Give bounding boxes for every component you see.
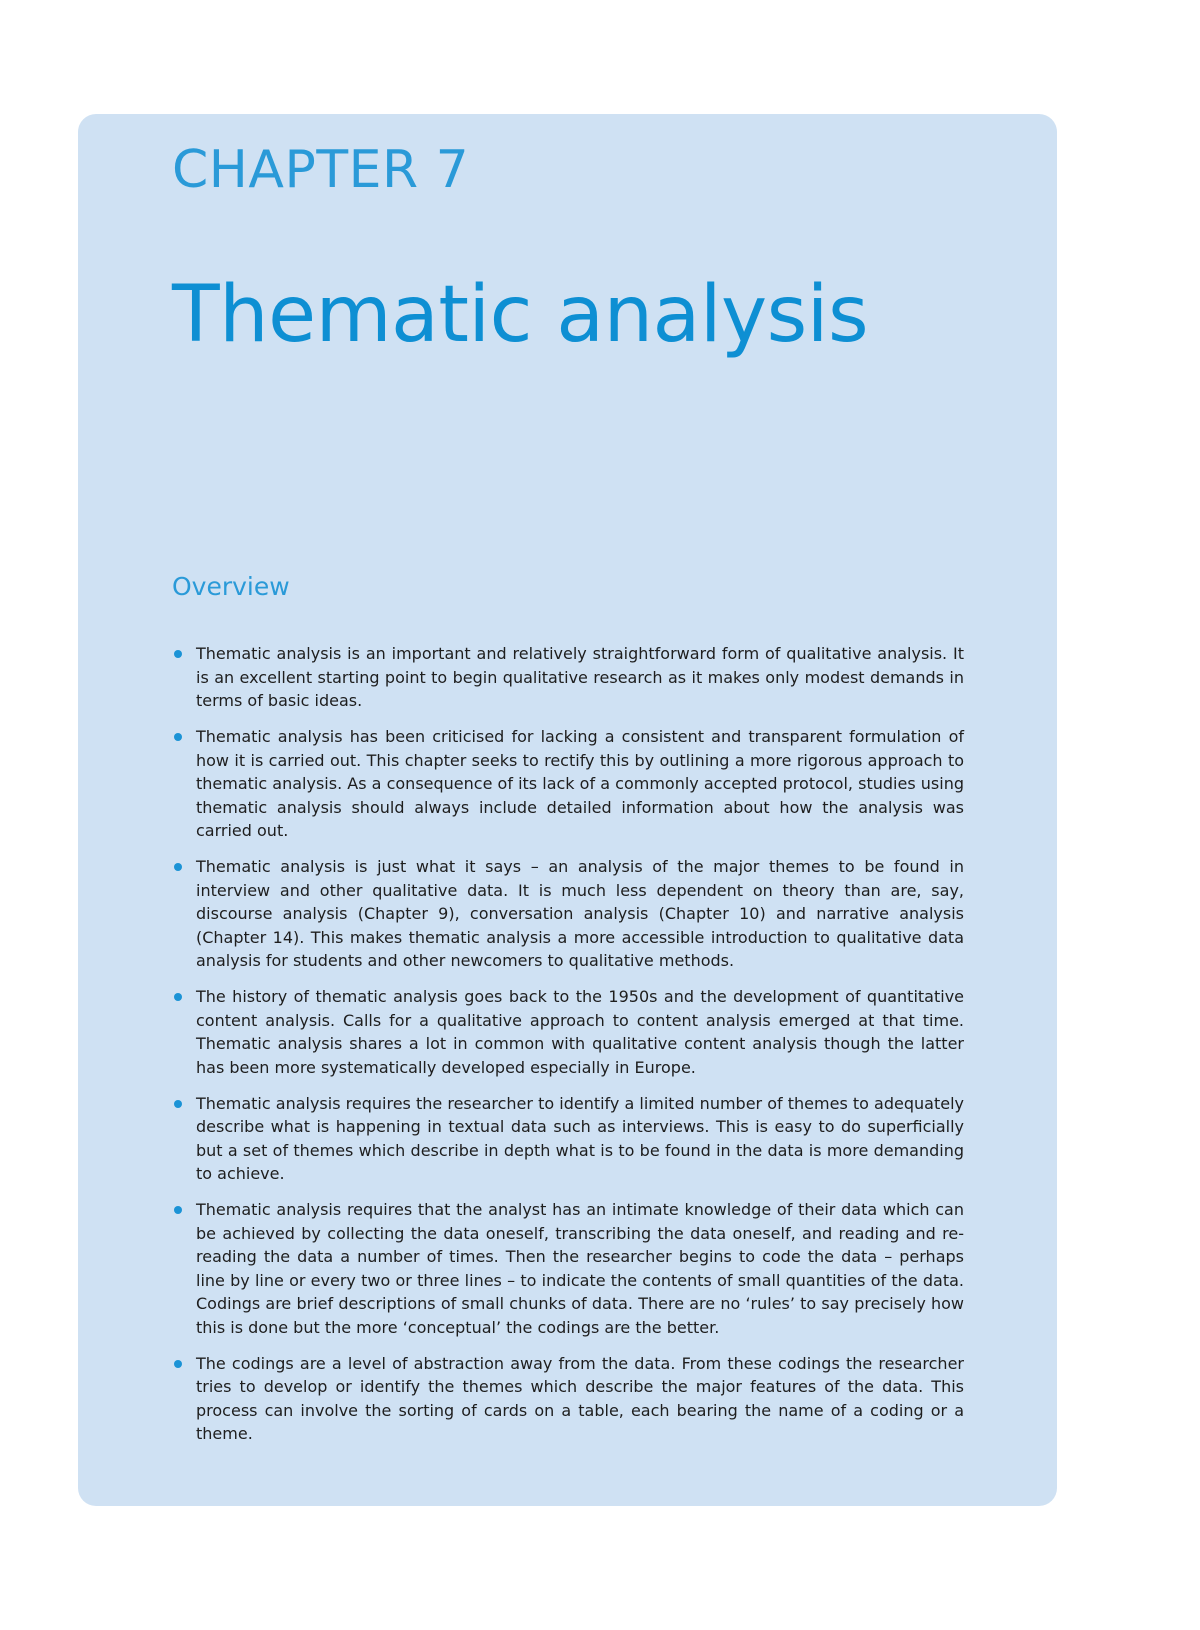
- chapter-title: Thematic analysis: [172, 270, 869, 360]
- bullet-icon: [174, 993, 182, 1001]
- bullet-icon: [174, 650, 182, 658]
- overview-item: [172, 855, 964, 973]
- overview-item: [172, 725, 964, 843]
- overview-item: [172, 985, 964, 1079]
- overview-item-text: Thematic analysis requires that the analyst has an intimate knowledge of their data which can be achieved by collecting the data oneself, transcribing the data oneself, and reading and re-reading the data a number of times. Then the researcher begins to code the data – perhaps line by line or every two or three lines – to indicate the contents of small quantities of the data. Codings are brief descriptions of small chunks of data. There are no ‘rules’ to say precisely how this is done but the more ‘conceptual’ the codings are the better.: [196, 1200, 964, 1337]
- overview-item: [172, 1092, 964, 1186]
- overview-item-text: Thematic analysis requires the researcher to identify a limited number of themes to adequately describe what is happening in textual data such as interviews. This is easy to do superficially but a set of themes which describe in depth what is to be found in the data is more demanding to achieve.: [196, 1093, 964, 1183]
- overview-list: [172, 642, 964, 1458]
- bullet-icon: [174, 863, 182, 871]
- overview-item-text: The history of thematic analysis goes back to the 1950s and the development of quantitative content analysis. Calls for a qualitative approach to content analysis emerged at that time. Thematic analysis shares a lot in common with qualitative content analysis though the latter has been more systematically developed especially in Europe.: [196, 987, 964, 1077]
- bullet-icon: [174, 1100, 182, 1108]
- overview-item: [172, 642, 964, 713]
- overview-item: [172, 1198, 964, 1339]
- overview-item-text: Thematic analysis is an important and relatively straightforward form of qualitative analysis. It is an excellent starting point to begin qualitative research as it makes only modest demands in terms of basic ideas.: [196, 644, 964, 710]
- chapter-label: CHAPTER 7: [172, 140, 470, 200]
- bullet-icon: [174, 733, 182, 741]
- overview-item-text: Thematic analysis is just what it says – an analysis of the major themes to be found in interview and other qualitative data. It is much less dependent on theory than are, say, discourse analysis (Chapter 9), conversation analysis (Chapter 10) and narrative analysis (Chapter 14). This makes thematic analysis a more accessible introduction to qualitative data analysis for students and other newcomers to qualitative methods.: [196, 857, 964, 970]
- overview-item-text: The codings are a level of abstraction away from the data. From these codings the researcher tries to develop or identify the themes which describe the major features of the data. This process can involve the sorting of cards on a table, each bearing the name of a coding or a theme.: [196, 1353, 964, 1443]
- bullet-icon: [174, 1360, 182, 1368]
- overview-heading: Overview: [172, 572, 290, 601]
- bullet-icon: [174, 1206, 182, 1214]
- overview-item: [172, 1352, 964, 1446]
- overview-item-text: Thematic analysis has been criticised for lacking a consistent and transparent formulation of how it is carried out. This chapter seeks to rectify this by outlining a more rigorous approach to thematic analysis. As a consequence of its lack of a commonly accepted protocol, studies using thematic analysis should always include detailed information about how the analysis was carried out.: [196, 727, 964, 840]
